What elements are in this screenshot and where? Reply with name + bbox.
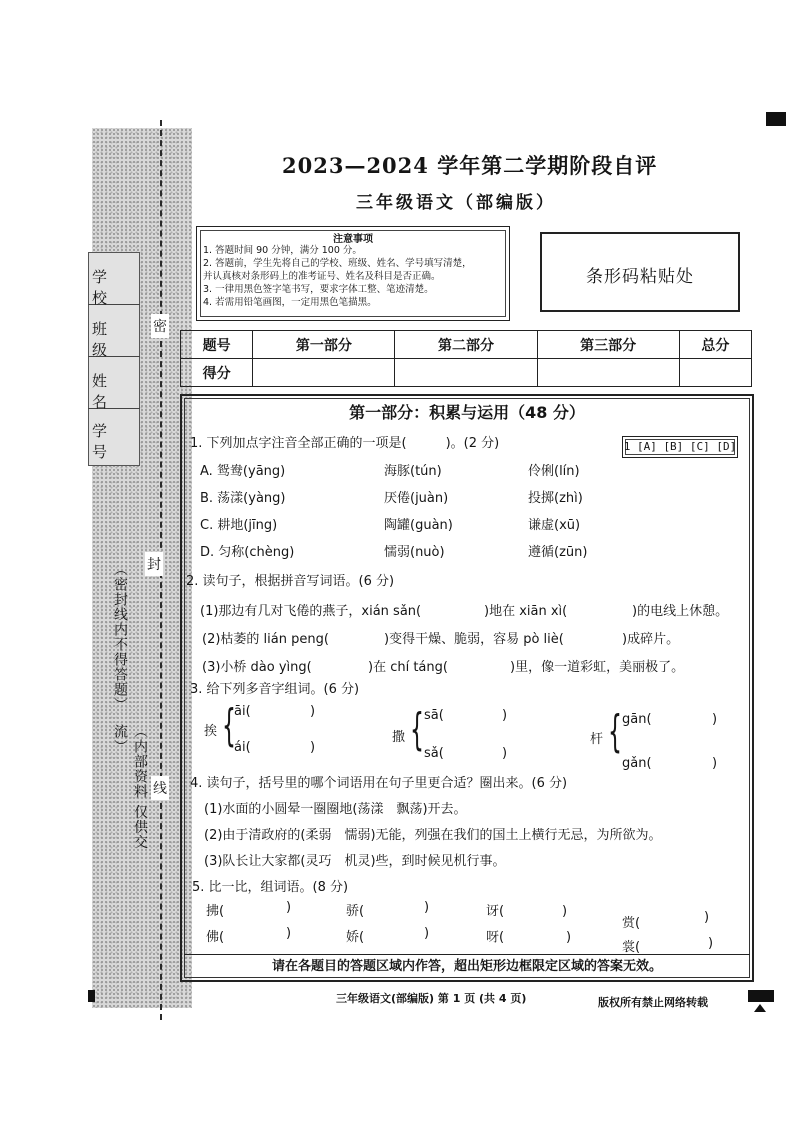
brace-icon: { <box>608 706 622 757</box>
q3-reading: sā( <box>424 708 444 723</box>
q5-close: ) <box>708 936 714 951</box>
q2-sentence1a: (1)那边有几对飞倦的燕子，xián sǎn( <box>200 604 422 619</box>
score-cell[interactable] <box>395 359 537 387</box>
arrow-up-icon <box>754 1004 766 1012</box>
binding-note-no-answer: （密封线内不得答题） <box>112 562 128 712</box>
q1-option: A. 鸳鸯(yāng) <box>200 464 286 479</box>
q1-option: B. 荡漾(yàng) <box>200 491 286 506</box>
part1-title: 第一部分：积累与运用（48 分） <box>349 403 585 422</box>
q3-reading: ái( <box>234 740 251 755</box>
q3-reading: āi( <box>234 704 251 719</box>
q3-char: 挨 <box>204 724 218 739</box>
q5-close: ) <box>562 904 568 919</box>
q3-char: 杆 <box>590 732 604 747</box>
notice-item: 1. 答题时间 90 分钟，满分 100 分。 <box>203 245 362 256</box>
q5-close: ) <box>424 900 430 915</box>
score-header: 第一部分 <box>253 331 395 359</box>
q1-option: 陶罐(guàn) <box>384 518 453 533</box>
q5-word: 呀( <box>486 930 505 945</box>
score-header: 题号 <box>181 331 253 359</box>
q3-close: ) <box>310 740 316 755</box>
q1-option: D. 匀称(chèng) <box>200 545 295 560</box>
seal-char-feng: 封 <box>145 552 163 576</box>
q3-close: ) <box>310 704 316 719</box>
brace-icon: { <box>222 700 236 751</box>
q3-reading: gǎn( <box>622 756 652 771</box>
q2-sentence3c: )里，像一道彩虹，美丽极了。 <box>510 660 685 675</box>
page-title: 2023—2024 学年第二学期阶段自评 <box>282 153 658 178</box>
score-cell[interactable] <box>537 359 679 387</box>
score-row-label: 得分 <box>181 359 253 387</box>
q1-option: 谦虚(xū) <box>528 518 581 533</box>
choice-answer-box[interactable] <box>622 436 738 458</box>
q5-word: 裳( <box>622 940 641 955</box>
q5-close: ) <box>566 930 572 945</box>
q3-reading: gān( <box>622 712 652 727</box>
score-header: 总分 <box>679 331 751 359</box>
score-table <box>180 330 752 387</box>
registration-mark <box>748 990 774 1002</box>
score-cell[interactable] <box>253 359 395 387</box>
q2-sentence3a: (3)小桥 dào yìng( <box>202 660 312 675</box>
q3-close: ) <box>502 708 508 723</box>
notice-box <box>196 226 510 321</box>
binding-note-internal: （内部资料 仅供交流） <box>112 724 148 850</box>
q1-option: 懦弱(nuò) <box>384 545 445 560</box>
seal-char-xian: 线 <box>151 776 169 800</box>
q4-sentence: (3)队长让大家都(灵巧 机灵)些，到时候见机行事。 <box>204 854 506 869</box>
q2-sentence2a: (2)枯萎的 lián peng( <box>202 632 329 647</box>
q5-close: ) <box>286 900 292 915</box>
notice-item: 4. 若需用铅笔画图，一定用黑色笔描黑。 <box>203 297 377 308</box>
field-class: 班 级 <box>92 320 122 359</box>
page-subtitle: 三年级语文（部编版） <box>356 193 556 213</box>
barcode-label: 条形码粘贴处 <box>586 267 694 287</box>
notice-item: 2. 答题前，学生先将自己的学校、班级、姓名、学号填写清楚， <box>203 258 472 269</box>
q1-option: 投掷(zhì) <box>528 491 583 506</box>
q5-stem: 5. 比一比，组词语。(8 分) <box>192 880 349 895</box>
q2-sentence1b: )地在 xiān xì( <box>484 604 568 619</box>
score-cell[interactable] <box>679 359 751 387</box>
seal-char-mi: 密 <box>151 314 169 338</box>
field-school: 学 校 <box>92 268 122 307</box>
q5-close: ) <box>286 926 292 941</box>
score-header: 第三部分 <box>537 331 679 359</box>
q4-sentence: (1)水面的小圆晕一圈圈地(荡漾 飘荡)开去。 <box>204 802 467 817</box>
q5-close: ) <box>424 926 430 941</box>
field-student-id: 学 号 <box>92 422 122 461</box>
q5-close: ) <box>704 910 710 925</box>
q5-word: 赏( <box>622 916 641 931</box>
q2-sentence1c: )的电线上休憩。 <box>632 604 729 619</box>
q3-stem: 3. 给下列多音字组词。(6 分) <box>190 682 360 697</box>
q2-sentence2b: )变得干燥、脆弱，容易 pò liè( <box>384 632 564 647</box>
q2-sentence2c: )成碎片。 <box>622 632 680 647</box>
brace-icon: { <box>410 704 424 755</box>
q3-reading: sǎ( <box>424 746 444 761</box>
choice-answer-label: 1 [A] [B] [C] [D] <box>623 440 737 453</box>
q4-sentence: (2)由于清政府的(柔弱 懦弱)无能，列强在我们的国土上横行无忌，为所欲为。 <box>204 828 662 843</box>
q5-word: 讶( <box>486 904 505 919</box>
score-header: 第二部分 <box>395 331 537 359</box>
page-info: 三年级语文(部编版) 第 1 页 (共 4 页) <box>336 992 527 1005</box>
q1-option: 厌倦(juàn) <box>384 491 449 506</box>
q1-stem: 1. 下列加点字注音全部正确的一项是( )。(2 分) <box>190 436 500 451</box>
q3-close: ) <box>712 712 718 727</box>
q4-stem: 4. 读句子，括号里的哪个词语用在句子里更合适？圈出来。(6 分) <box>190 776 568 791</box>
answer-area-notice: 请在各题目的答题区域内作答，超出矩形边框限定区域的答案无效。 <box>184 954 750 978</box>
q2-stem: 2. 读句子，根据拼音写词语。(6 分) <box>186 574 395 589</box>
q1-option: 伶俐(lín) <box>528 464 580 479</box>
q1-option: C. 耕地(jīng) <box>200 518 278 533</box>
q5-word: 拂( <box>206 904 225 919</box>
notice-title: 注意事项 <box>333 234 373 245</box>
q1-option: 遵循(zūn) <box>528 545 588 560</box>
q5-word: 骄( <box>346 904 365 919</box>
q1-option: 海豚(tún) <box>384 464 442 479</box>
registration-mark <box>766 112 786 126</box>
barcode-area <box>540 232 740 312</box>
q3-close: ) <box>712 756 718 771</box>
q3-char: 撒 <box>392 730 406 745</box>
registration-mark <box>88 990 95 1002</box>
notice-item: 并认真核对条形码上的准考证号、姓名及科目是否正确。 <box>203 271 441 282</box>
q3-close: ) <box>502 746 508 761</box>
notice-item: 3. 一律用黑色签字笔书写，要求字体工整、笔迹清楚。 <box>203 284 434 295</box>
copyright-notice: 版权所有禁止网络转载 <box>598 996 708 1009</box>
q5-word: 佛( <box>206 930 225 945</box>
q2-sentence3b: )在 chí táng( <box>368 660 448 675</box>
q5-word: 娇( <box>346 930 365 945</box>
field-name: 姓 名 <box>92 372 122 411</box>
